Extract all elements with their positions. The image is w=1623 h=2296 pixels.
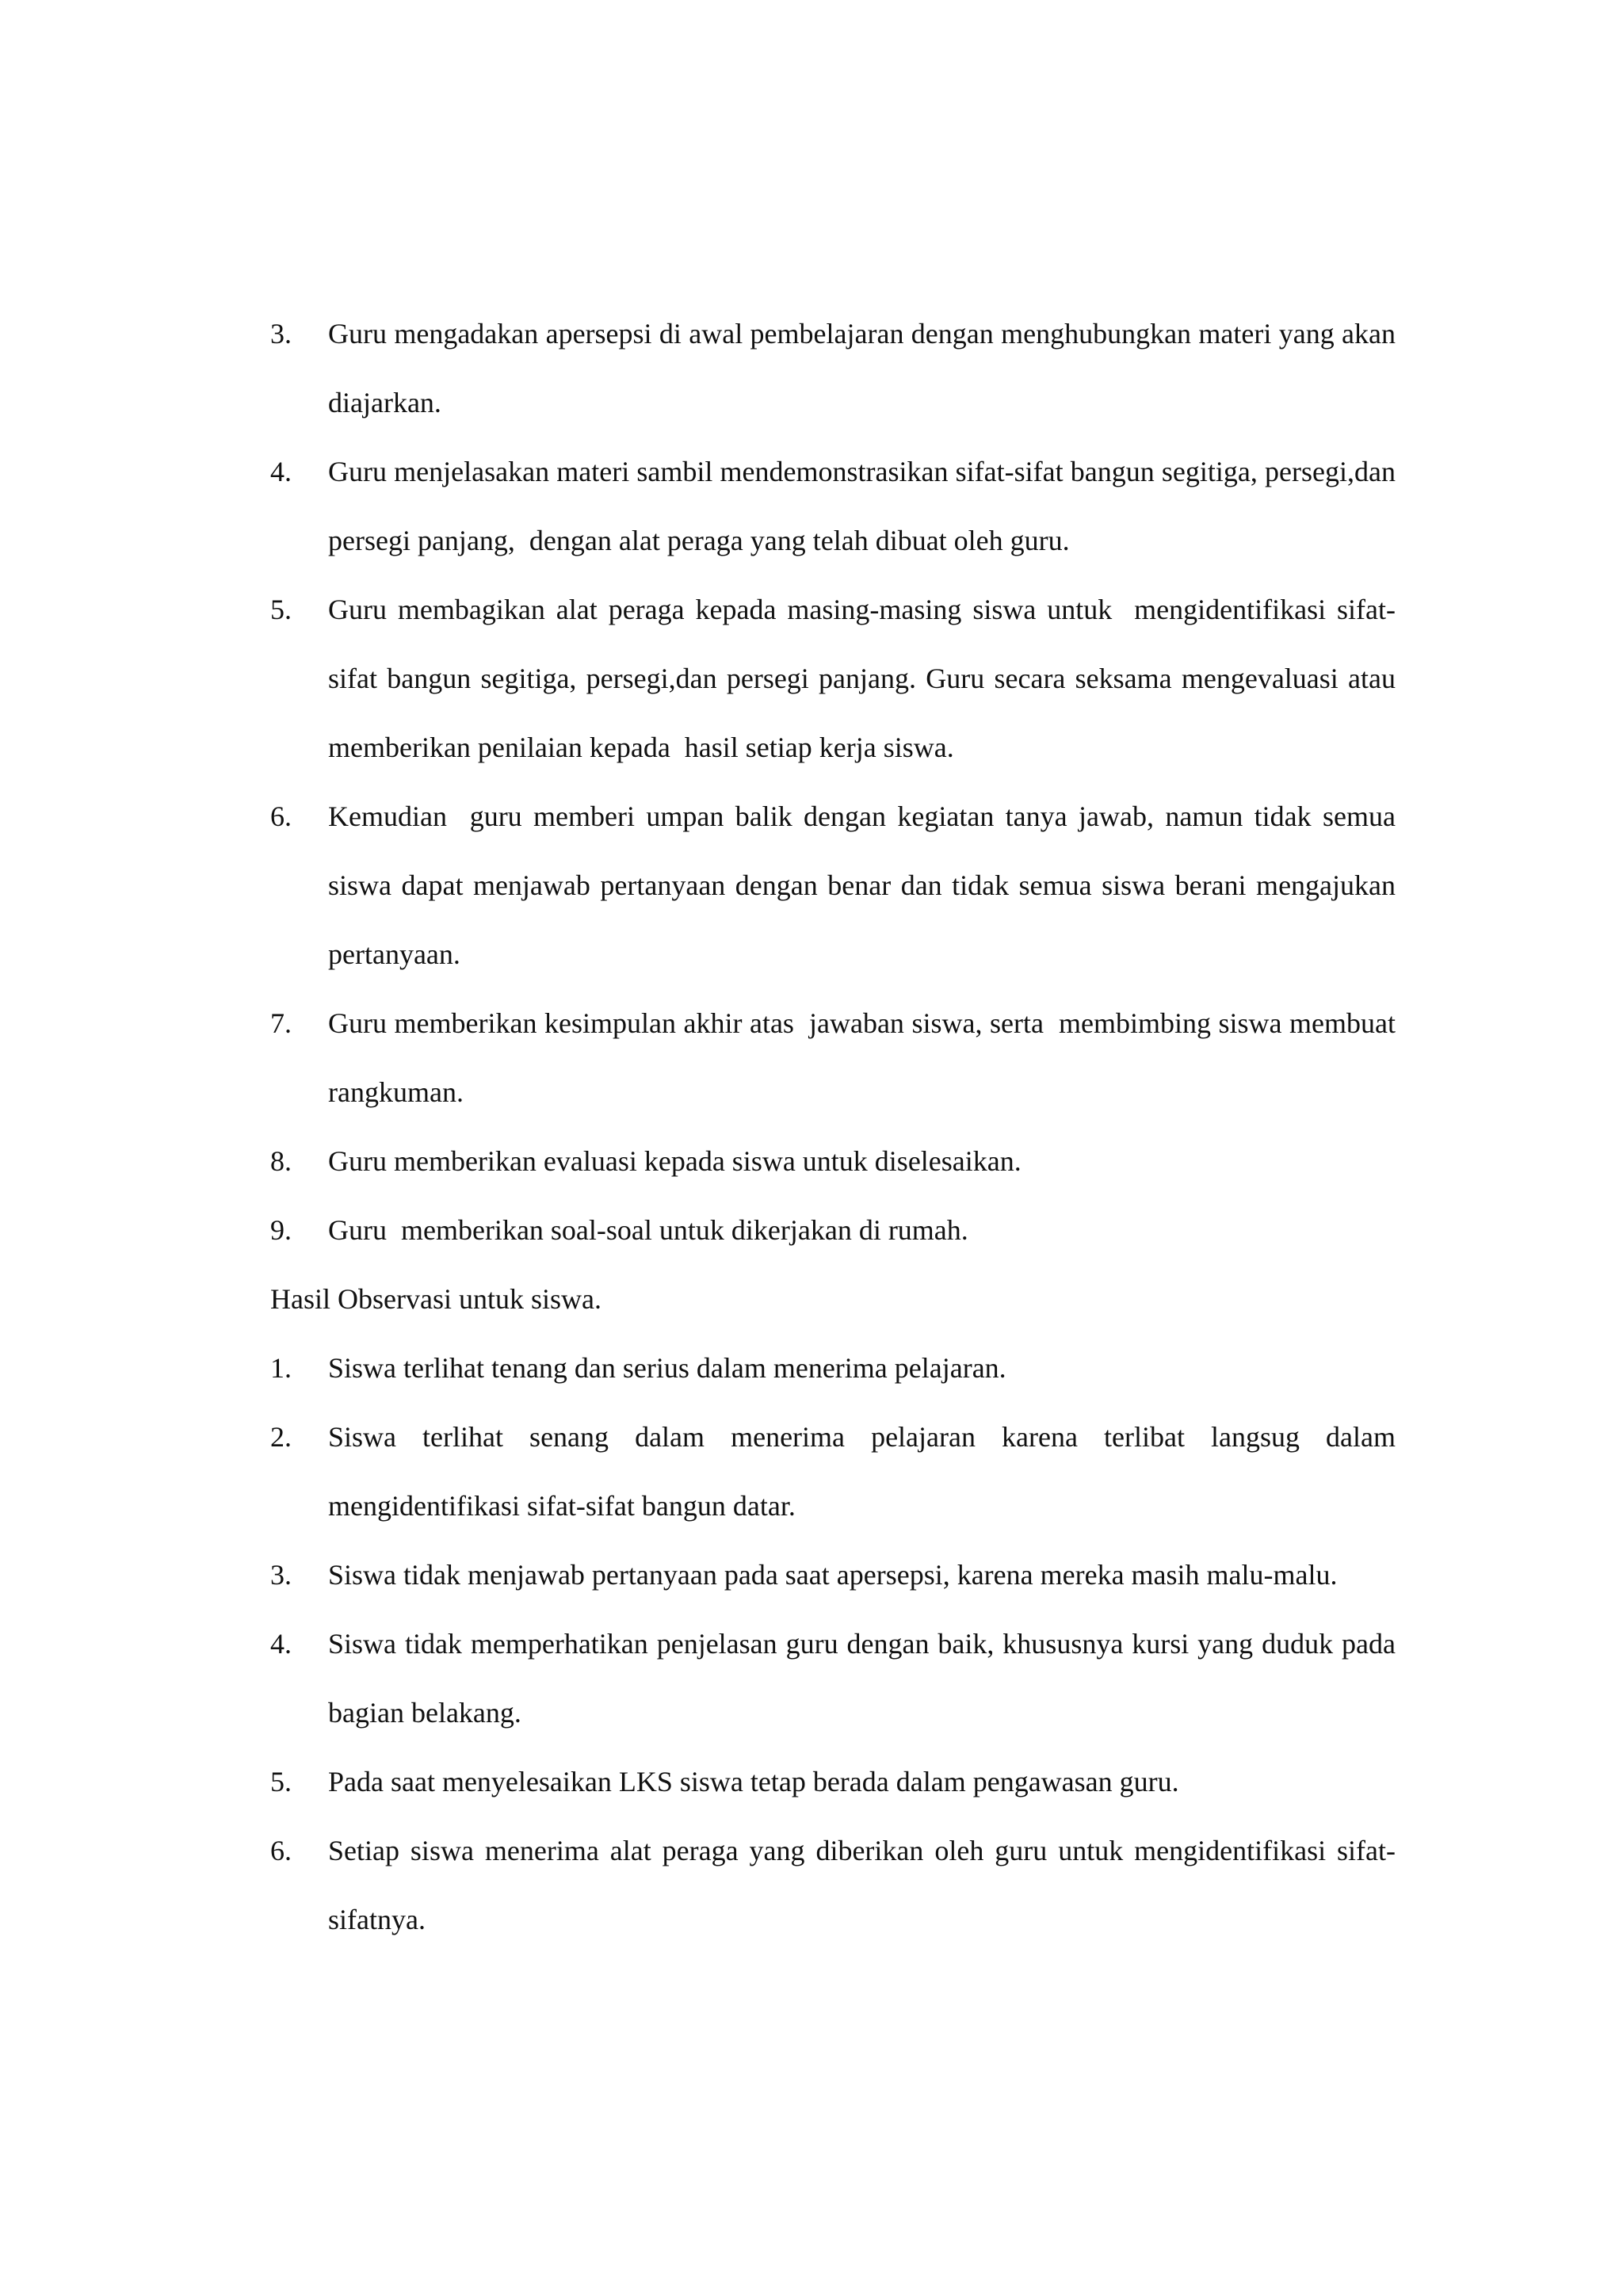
list-item-number: 3. [270,1559,292,1591]
list-item-number: 4. [270,1628,292,1660]
list-item-text: Siswa tidak memperhatikan penjelasan guru dengan baik, khususnya kursi yang duduk pada bagian belakang. [328,1628,1403,1729]
list-item-number: 3. [270,318,292,350]
list-item [270,575,1403,782]
list-item-text: Guru memberikan evaluasi kepada siswa untuk diselesaikan. [328,1145,1022,1177]
list-item-text: Guru mengadakan apersepsi di awal pembelajaran dengan menghubungkan materi yang akan diajarkan. [328,318,1403,418]
section-heading: Hasil Observasi untuk siswa. [270,1283,601,1315]
list-item-number: 8. [270,1145,292,1177]
list-item [270,1334,1396,1403]
student-observation-list [270,1334,1403,1954]
page-body [270,300,1410,1954]
list-item-text: Pada saat menyelesaikan LKS siswa tetap berada dalam pengawasan guru. [328,1766,1179,1797]
list-item-number: 9. [270,1214,292,1246]
list-item [270,989,1410,1127]
list-item-number: 5. [270,1766,292,1797]
list-item [270,300,1403,437]
list-item-text: Guru memberikan kesimpulan akhir atas jawaban siswa, serta membimbing siswa membuat rangkuman. [328,1007,1410,1108]
list-item-text: Guru memberikan soal-soal untuk dikerjakan di rumah. [328,1214,968,1246]
list-item-number: 7. [270,1007,292,1039]
list-item-number: 6. [270,800,292,832]
list-item [270,1196,1396,1265]
list-item [270,1610,1403,1748]
list-item [270,1541,1396,1610]
list-item [270,1748,1396,1817]
list-item-number: 6. [270,1835,292,1866]
list-item-text: Kemudian guru memberi umpan balik dengan kegiatan tanya jawab, namun tidak semua siswa dapat menjawab pertanyaan dengan benar dan tidak semua siswa berani mengajukan pertanyaan. [328,800,1403,970]
teacher-observation-list [270,300,1410,1265]
list-item [270,1403,1403,1541]
list-item-text: Guru menjelasakan materi sambil mendemonstrasikan sifat-sifat bangun segitiga, persegi,dan persegi panjang, dengan alat peraga yang telah dibuat oleh guru. [328,456,1403,556]
list-item [270,1127,1396,1196]
list-item [270,437,1403,575]
list-item-text: Siswa terlihat senang dalam menerima pelajaran karena terlibat langsug dalam mengidentifikasi sifat-sifat bangun datar. [328,1421,1403,1522]
list-item-text: Siswa terlihat tenang dan serius dalam menerima pelajaran. [328,1352,1006,1384]
list-item-number: 4. [270,456,292,487]
list-item-text: Siswa tidak menjawab pertanyaan pada saat apersepsi, karena mereka masih malu-malu. [328,1559,1338,1591]
list-item [270,1817,1396,1954]
list-item-number: 2. [270,1421,292,1453]
list-item-number: 1. [270,1352,292,1384]
list-item-number: 5. [270,594,292,625]
list-item [270,782,1403,989]
list-item-text: Guru membagikan alat peraga kepada masing-masing siswa untuk mengidentifikasi sifat-sifat bangun segitiga, persegi,dan persegi panjang. Guru secara seksama mengevaluasi atau memberikan penilaian kepada hasil setiap kerja siswa. [328,594,1403,763]
list-item-text: Setiap siswa menerima alat peraga yang diberikan oleh guru untuk mengidentifikasi sifat-sifatnya. [328,1835,1396,1935]
